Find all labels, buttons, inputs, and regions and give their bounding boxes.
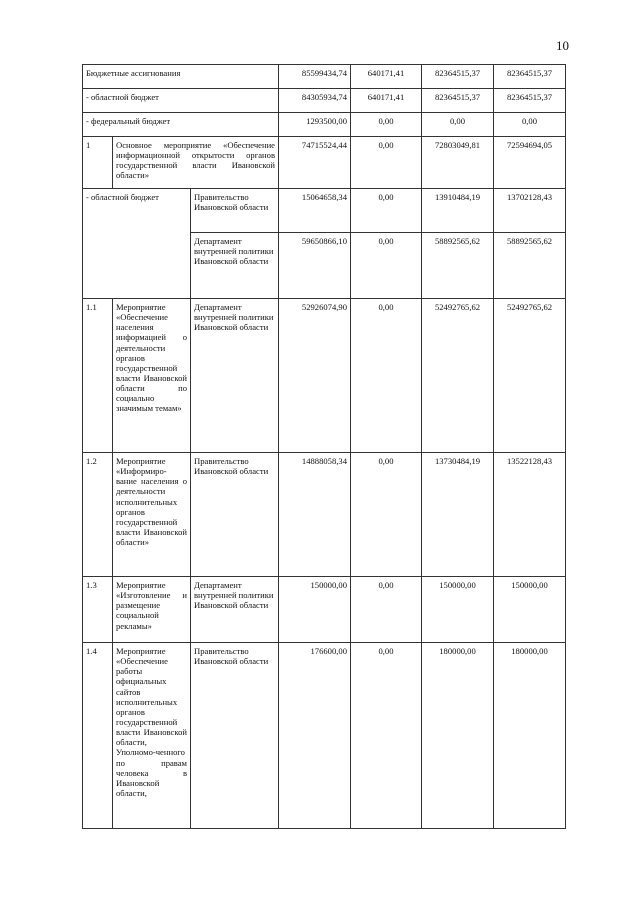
budget-table — [82, 64, 566, 829]
cell-value: 59650866,10 — [279, 233, 351, 299]
cell-value: 0,00 — [351, 189, 422, 233]
cell-value: 0,00 — [351, 643, 422, 829]
cell-value: 74715524,44 — [279, 137, 351, 189]
cell-value: 72594694,05 — [494, 137, 566, 189]
cell-value: 82364515,37 — [422, 65, 494, 89]
cell-value: 52492765,62 — [422, 299, 494, 453]
cell-value: 52492765,62 — [494, 299, 566, 453]
cell-value: 85599434,74 — [279, 65, 351, 89]
cell-value: 1293500,00 — [279, 113, 351, 137]
cell-value: 58892565,62 — [494, 233, 566, 299]
table-row — [83, 65, 566, 89]
cell-value: 640171,41 — [351, 89, 422, 113]
cell-value: 0,00 — [351, 453, 422, 577]
cell-value: 180000,00 — [494, 643, 566, 829]
cell-value: 0,00 — [351, 299, 422, 453]
cell-value: 180000,00 — [422, 643, 494, 829]
event-name: Мероприятие «Информиро-вание населения о деятельности исполнительных органов государственной власти Ивановской области» — [113, 453, 191, 577]
executor: Департамент внутренней политики Ивановской области — [191, 233, 279, 299]
cell-value: 82364515,37 — [494, 89, 566, 113]
page-number: 10 — [556, 38, 569, 53]
row-label: - областной бюджет — [83, 189, 191, 299]
cell-value: 640171,41 — [351, 65, 422, 89]
executor: Департамент внутренней политики Ивановской области — [191, 577, 279, 643]
table-row — [83, 189, 566, 233]
cell-value: 52926074,90 — [279, 299, 351, 453]
cell-value: 13522128,43 — [494, 453, 566, 577]
executor: Правительство Ивановской области — [191, 453, 279, 577]
cell-value: 0,00 — [351, 577, 422, 643]
cell-value: 0,00 — [351, 137, 422, 189]
table-row — [83, 137, 566, 189]
row-number: 1 — [83, 137, 113, 189]
row-number: 1.2 — [83, 453, 113, 577]
cell-value: 58892565,62 — [422, 233, 494, 299]
row-number: 1.4 — [83, 643, 113, 829]
cell-value: 13730484,19 — [422, 453, 494, 577]
row-label: Бюджетные ассигнования — [83, 65, 279, 89]
executor: Правительство Ивановской области — [191, 643, 279, 829]
row-number: 1.1 — [83, 299, 113, 453]
cell-value: 15064658,34 — [279, 189, 351, 233]
cell-value: 150000,00 — [494, 577, 566, 643]
cell-value: 84305934,74 — [279, 89, 351, 113]
event-name: Мероприятие «Изготовление и размещение социальной рекламы» — [113, 577, 191, 643]
table-row — [83, 299, 566, 453]
cell-value: 82364515,37 — [422, 89, 494, 113]
event-name: Мероприятие «Обеспечение работы официальных сайтов исполнительных органов государственной власти Ивановской области, Уполномо-ченного по правам человека в Ивановской области, — [113, 643, 191, 829]
table-row — [83, 643, 566, 829]
cell-value: 0,00 — [422, 113, 494, 137]
cell-value: 72803049,81 — [422, 137, 494, 189]
cell-value: 0,00 — [494, 113, 566, 137]
executor: Правительство Ивановской области — [191, 189, 279, 233]
row-label: - федеральный бюджет — [83, 113, 279, 137]
cell-value: 150000,00 — [279, 577, 351, 643]
cell-value: 0,00 — [351, 113, 422, 137]
table-row — [83, 113, 566, 137]
cell-value: 14888058,34 — [279, 453, 351, 577]
cell-value: 82364515,37 — [494, 65, 566, 89]
row-label: - областной бюджет — [83, 89, 279, 113]
event-name: Мероприятие «Обеспечение населения информацией о деятельности органов государственной власти Ивановской области по социально значимым темам» — [113, 299, 191, 453]
table-row — [83, 453, 566, 577]
cell-value: 176600,00 — [279, 643, 351, 829]
event-name: Основное мероприятие «Обеспечение информационной открытости органов государственной власти Ивановской области» — [113, 137, 279, 189]
row-number: 1.3 — [83, 577, 113, 643]
cell-value: 0,00 — [351, 233, 422, 299]
cell-value: 150000,00 — [422, 577, 494, 643]
cell-value: 13910484,19 — [422, 189, 494, 233]
executor: Департамент внутренней политики Ивановской области — [191, 299, 279, 453]
table-row — [83, 577, 566, 643]
table-row — [83, 89, 566, 113]
cell-value: 13702128,43 — [494, 189, 566, 233]
